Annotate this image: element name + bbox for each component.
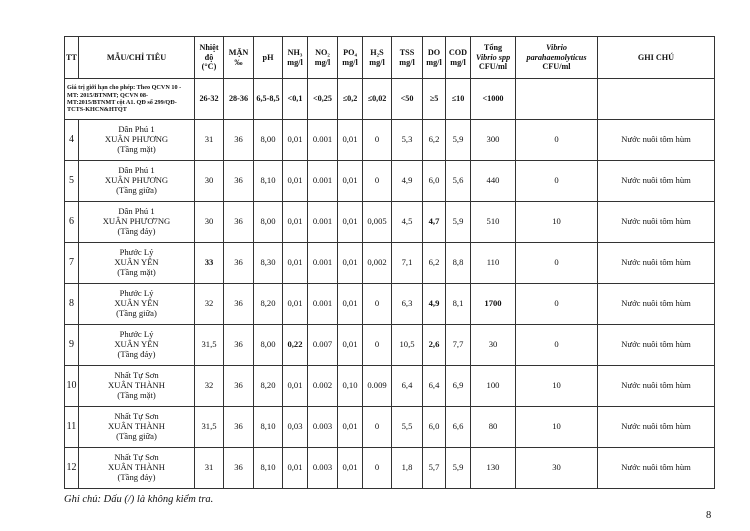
row-sample-location: [79, 202, 195, 243]
cell-do: 6,4: [423, 366, 446, 407]
table-row: [65, 202, 715, 243]
sample-line: (Tầng giữa): [116, 307, 157, 318]
sample-line: (Tầng đáy): [117, 348, 156, 359]
limit-ph: 6,5-8,5: [254, 79, 283, 120]
cell-nh3: 0,01: [283, 448, 308, 489]
header-ph: pH: [254, 37, 283, 79]
cell-cod: 5,9: [446, 120, 471, 161]
cell-cod: 6,6: [446, 407, 471, 448]
cell-temperature: 33: [195, 243, 224, 284]
cell-vibrio-para: 10: [516, 407, 598, 448]
cell-po4: 0,01: [338, 407, 363, 448]
cell-nh3: 0,01: [283, 243, 308, 284]
cell-vibrio-para: 0: [516, 120, 598, 161]
sample-line: Nhất Tự Sơn: [114, 452, 159, 463]
cell-nh3: 0,01: [283, 284, 308, 325]
cell-no2: 0.001: [308, 202, 338, 243]
cell-cod: 5,9: [446, 202, 471, 243]
sample-line: XUÂN PHƯƠNG: [104, 134, 169, 145]
sample-line: (Tầng đáy): [117, 225, 156, 236]
cell-ph: 8,00: [254, 202, 283, 243]
cell-ph: 8,00: [254, 325, 283, 366]
cell-h2s: 0,005: [363, 202, 392, 243]
limits-row: [65, 79, 715, 120]
page-number: 8: [706, 510, 712, 521]
limit-vibrio-total: <1000: [471, 79, 516, 120]
header-note: GHI CHÚ: [598, 37, 715, 79]
cell-nh3: 0,22: [283, 325, 308, 366]
cell-note: Nước nuôi tôm hùm: [598, 407, 715, 448]
cell-nh3: 0,01: [283, 120, 308, 161]
header-nh3: NH₃ mg/l: [283, 37, 308, 79]
limit-note: [598, 79, 715, 120]
cell-cod: 8,1: [446, 284, 471, 325]
sample-line: (Tầng giữa): [116, 184, 157, 195]
cell-note: Nước nuôi tôm hùm: [598, 120, 715, 161]
cell-no2: 0.007: [308, 325, 338, 366]
cell-vibrio-para: 0: [516, 161, 598, 202]
table-row: [65, 161, 715, 202]
cell-do: 6,0: [423, 407, 446, 448]
cell-h2s: 0.009: [363, 366, 392, 407]
cell-temperature: 30: [195, 202, 224, 243]
cell-po4: 0,01: [338, 120, 363, 161]
cell-no2: 0.003: [308, 407, 338, 448]
cell-do: 5,7: [423, 448, 446, 489]
header-cod: COD mg/l: [446, 37, 471, 79]
cell-vibrio-para: 0: [516, 325, 598, 366]
cell-do: 2,6: [423, 325, 446, 366]
table-row: [65, 120, 715, 161]
sample-line: Phước Lý: [119, 288, 154, 299]
cell-po4: 0,10: [338, 366, 363, 407]
cell-no2: 0.003: [308, 448, 338, 489]
cell-salinity: 36: [224, 448, 254, 489]
cell-salinity: 36: [224, 120, 254, 161]
cell-ph: 8,20: [254, 284, 283, 325]
cell-salinity: 36: [224, 407, 254, 448]
header-tt: TT: [65, 37, 79, 79]
sample-line: XUÂN THÀNH: [108, 421, 165, 432]
cell-do: 4,9: [423, 284, 446, 325]
header-do: DO mg/l: [423, 37, 446, 79]
footnote: Ghi chú: Dấu (/) là không kiểm tra.: [64, 494, 214, 505]
header-po4: PO₄ mg/l: [338, 37, 363, 79]
table-row: [65, 284, 715, 325]
limit-do: ≥5: [423, 79, 446, 120]
cell-salinity: 36: [224, 161, 254, 202]
sample-line: (Tầng đáy): [117, 471, 156, 482]
cell-h2s: 0: [363, 120, 392, 161]
limit-vibrio-para: [516, 79, 598, 120]
cell-po4: 0,01: [338, 202, 363, 243]
cell-vibrio-total: 440: [471, 161, 516, 202]
limit-salinity: 28-36: [224, 79, 254, 120]
cell-temperature: 32: [195, 366, 224, 407]
cell-temperature: 31,5: [195, 325, 224, 366]
sample-line: Phước Lý: [119, 329, 154, 340]
cell-h2s: 0: [363, 407, 392, 448]
cell-cod: 6,9: [446, 366, 471, 407]
water-quality-table: [64, 36, 715, 489]
header-vibrio-para: Vibrio parahaemolyticus CFU/ml: [516, 37, 598, 79]
header-salinity: MẶN ‰: [224, 37, 254, 79]
cell-tss: 6,3: [392, 284, 423, 325]
table-row: [65, 407, 715, 448]
cell-tss: 4,5: [392, 202, 423, 243]
sample-line: (Tầng mặt): [117, 266, 156, 277]
row-sample-location: [79, 243, 195, 284]
cell-nh3: 0,03: [283, 407, 308, 448]
sample-line: Nhất Tự Sơn: [114, 370, 159, 381]
cell-salinity: 36: [224, 243, 254, 284]
cell-salinity: 36: [224, 325, 254, 366]
cell-vibrio-para: 0: [516, 284, 598, 325]
cell-salinity: 36: [224, 366, 254, 407]
limit-tss: <50: [392, 79, 423, 120]
sample-line: XUÂN PHƯƠNG: [104, 175, 169, 186]
cell-po4: 0,01: [338, 448, 363, 489]
row-tt: 12: [65, 448, 79, 489]
cell-note: Nước nuôi tôm hùm: [598, 366, 715, 407]
cell-nh3: 0,01: [283, 366, 308, 407]
cell-vibrio-para: 0: [516, 243, 598, 284]
row-tt: 9: [65, 325, 79, 366]
row-sample-location: [79, 161, 195, 202]
table-header-row: [65, 37, 715, 79]
cell-ph: 8,30: [254, 243, 283, 284]
cell-cod: 8,8: [446, 243, 471, 284]
cell-do: 6,2: [423, 243, 446, 284]
cell-temperature: 31,5: [195, 407, 224, 448]
sample-line: Dân Phú 1: [118, 206, 155, 217]
cell-salinity: 36: [224, 284, 254, 325]
limit-no2: <0,25: [308, 79, 338, 120]
row-tt: 6: [65, 202, 79, 243]
cell-vibrio-total: 510: [471, 202, 516, 243]
cell-nh3: 0,01: [283, 161, 308, 202]
cell-no2: 0.001: [308, 284, 338, 325]
cell-vibrio-total: 1700: [471, 284, 516, 325]
table-row: [65, 366, 715, 407]
sample-line: XUÂN THÀNH: [108, 462, 165, 473]
cell-vibrio-para: 10: [516, 202, 598, 243]
table-row: [65, 243, 715, 284]
cell-ph: 8,10: [254, 161, 283, 202]
cell-po4: 0,01: [338, 161, 363, 202]
cell-note: Nước nuôi tôm hùm: [598, 448, 715, 489]
cell-tss: 4,9: [392, 161, 423, 202]
cell-vibrio-total: 100: [471, 366, 516, 407]
cell-ph: 8,20: [254, 366, 283, 407]
limits-label: Giá trị giới hạn cho phép: Theo QCVN 10 - MT: 2015/BTNMT; QCVN 08-MT:2015/BTNMT cột A1. QĐ số 299/QĐ-TCTS-KHCN&HTQT: [65, 79, 195, 120]
cell-note: Nước nuôi tôm hùm: [598, 202, 715, 243]
cell-vibrio-para: 10: [516, 366, 598, 407]
header-tss: TSS mg/l: [392, 37, 423, 79]
cell-vibrio-total: 110: [471, 243, 516, 284]
cell-note: Nước nuôi tôm hùm: [598, 243, 715, 284]
cell-do: 4,7: [423, 202, 446, 243]
sample-line: (Tầng mặt): [117, 389, 156, 400]
results-table-container: [64, 36, 714, 489]
row-tt: 10: [65, 366, 79, 407]
cell-ph: 8,10: [254, 407, 283, 448]
cell-note: Nước nuôi tôm hùm: [598, 325, 715, 366]
sample-line: Phước Lý: [119, 247, 154, 258]
cell-do: 6,0: [423, 161, 446, 202]
row-sample-location: [79, 284, 195, 325]
cell-po4: 0,01: [338, 284, 363, 325]
cell-tss: 7,1: [392, 243, 423, 284]
sample-line: Dân Phú 1: [118, 124, 155, 135]
limit-nh3: <0,1: [283, 79, 308, 120]
cell-vibrio-total: 130: [471, 448, 516, 489]
cell-ph: 8,00: [254, 120, 283, 161]
cell-h2s: 0: [363, 161, 392, 202]
cell-temperature: 31: [195, 120, 224, 161]
cell-tss: 5,3: [392, 120, 423, 161]
row-sample-location: [79, 407, 195, 448]
sample-line: Dân Phú 1: [118, 165, 155, 176]
limit-po4: ≤0,2: [338, 79, 363, 120]
sample-line: XUÂN YÊN: [114, 339, 159, 350]
row-tt: 8: [65, 284, 79, 325]
table-row: [65, 448, 715, 489]
cell-nh3: 0,01: [283, 202, 308, 243]
cell-tss: 5,5: [392, 407, 423, 448]
cell-cod: 5,9: [446, 448, 471, 489]
limit-cod: ≤10: [446, 79, 471, 120]
sample-line: XUÂN PHƯƠ7NG: [102, 216, 171, 227]
cell-no2: 0.001: [308, 243, 338, 284]
table-row: [65, 325, 715, 366]
limit-h2s: ≤0,02: [363, 79, 392, 120]
cell-salinity: 36: [224, 202, 254, 243]
cell-vibrio-total: 80: [471, 407, 516, 448]
cell-h2s: 0,002: [363, 243, 392, 284]
cell-vibrio-para: 30: [516, 448, 598, 489]
cell-temperature: 32: [195, 284, 224, 325]
cell-no2: 0.001: [308, 120, 338, 161]
sample-line: XUÂN YÊN: [114, 298, 159, 309]
header-sample: MẪU/CHỈ TIÊU: [79, 37, 195, 79]
cell-h2s: 0: [363, 284, 392, 325]
cell-vibrio-total: 30: [471, 325, 516, 366]
sample-line: (Tầng giữa): [116, 430, 157, 441]
row-sample-location: [79, 366, 195, 407]
row-sample-location: [79, 325, 195, 366]
sample-line: Nhất Tự Sơn: [114, 411, 159, 422]
cell-temperature: 31: [195, 448, 224, 489]
cell-cod: 7,7: [446, 325, 471, 366]
limit-temp: 26-32: [195, 79, 224, 120]
row-tt: 11: [65, 407, 79, 448]
cell-note: Nước nuôi tôm hùm: [598, 284, 715, 325]
sample-line: XUÂN THÀNH: [108, 380, 165, 391]
row-sample-location: [79, 120, 195, 161]
sample-line: (Tầng mặt): [117, 143, 156, 154]
header-temperature: Nhiệt độ (°C): [195, 37, 224, 79]
row-sample-location: [79, 448, 195, 489]
cell-note: Nước nuôi tôm hùm: [598, 161, 715, 202]
cell-ph: 8,10: [254, 448, 283, 489]
cell-no2: 0.001: [308, 161, 338, 202]
header-vibrio-total: Tổng Vibrio spp CFU/ml: [471, 37, 516, 79]
cell-temperature: 30: [195, 161, 224, 202]
cell-h2s: 0: [363, 325, 392, 366]
cell-tss: 10,5: [392, 325, 423, 366]
cell-h2s: 0: [363, 448, 392, 489]
header-no2: NO₂ mg/l: [308, 37, 338, 79]
sample-line: XUÂN YÊN: [114, 257, 159, 268]
header-h2s: H₂S mg/l: [363, 37, 392, 79]
cell-do: 6,2: [423, 120, 446, 161]
cell-po4: 0,01: [338, 325, 363, 366]
row-tt: 5: [65, 161, 79, 202]
cell-tss: 1,8: [392, 448, 423, 489]
row-tt: 7: [65, 243, 79, 284]
cell-cod: 5,6: [446, 161, 471, 202]
cell-tss: 6,4: [392, 366, 423, 407]
cell-vibrio-total: 300: [471, 120, 516, 161]
cell-po4: 0,01: [338, 243, 363, 284]
row-tt: 4: [65, 120, 79, 161]
cell-no2: 0.002: [308, 366, 338, 407]
